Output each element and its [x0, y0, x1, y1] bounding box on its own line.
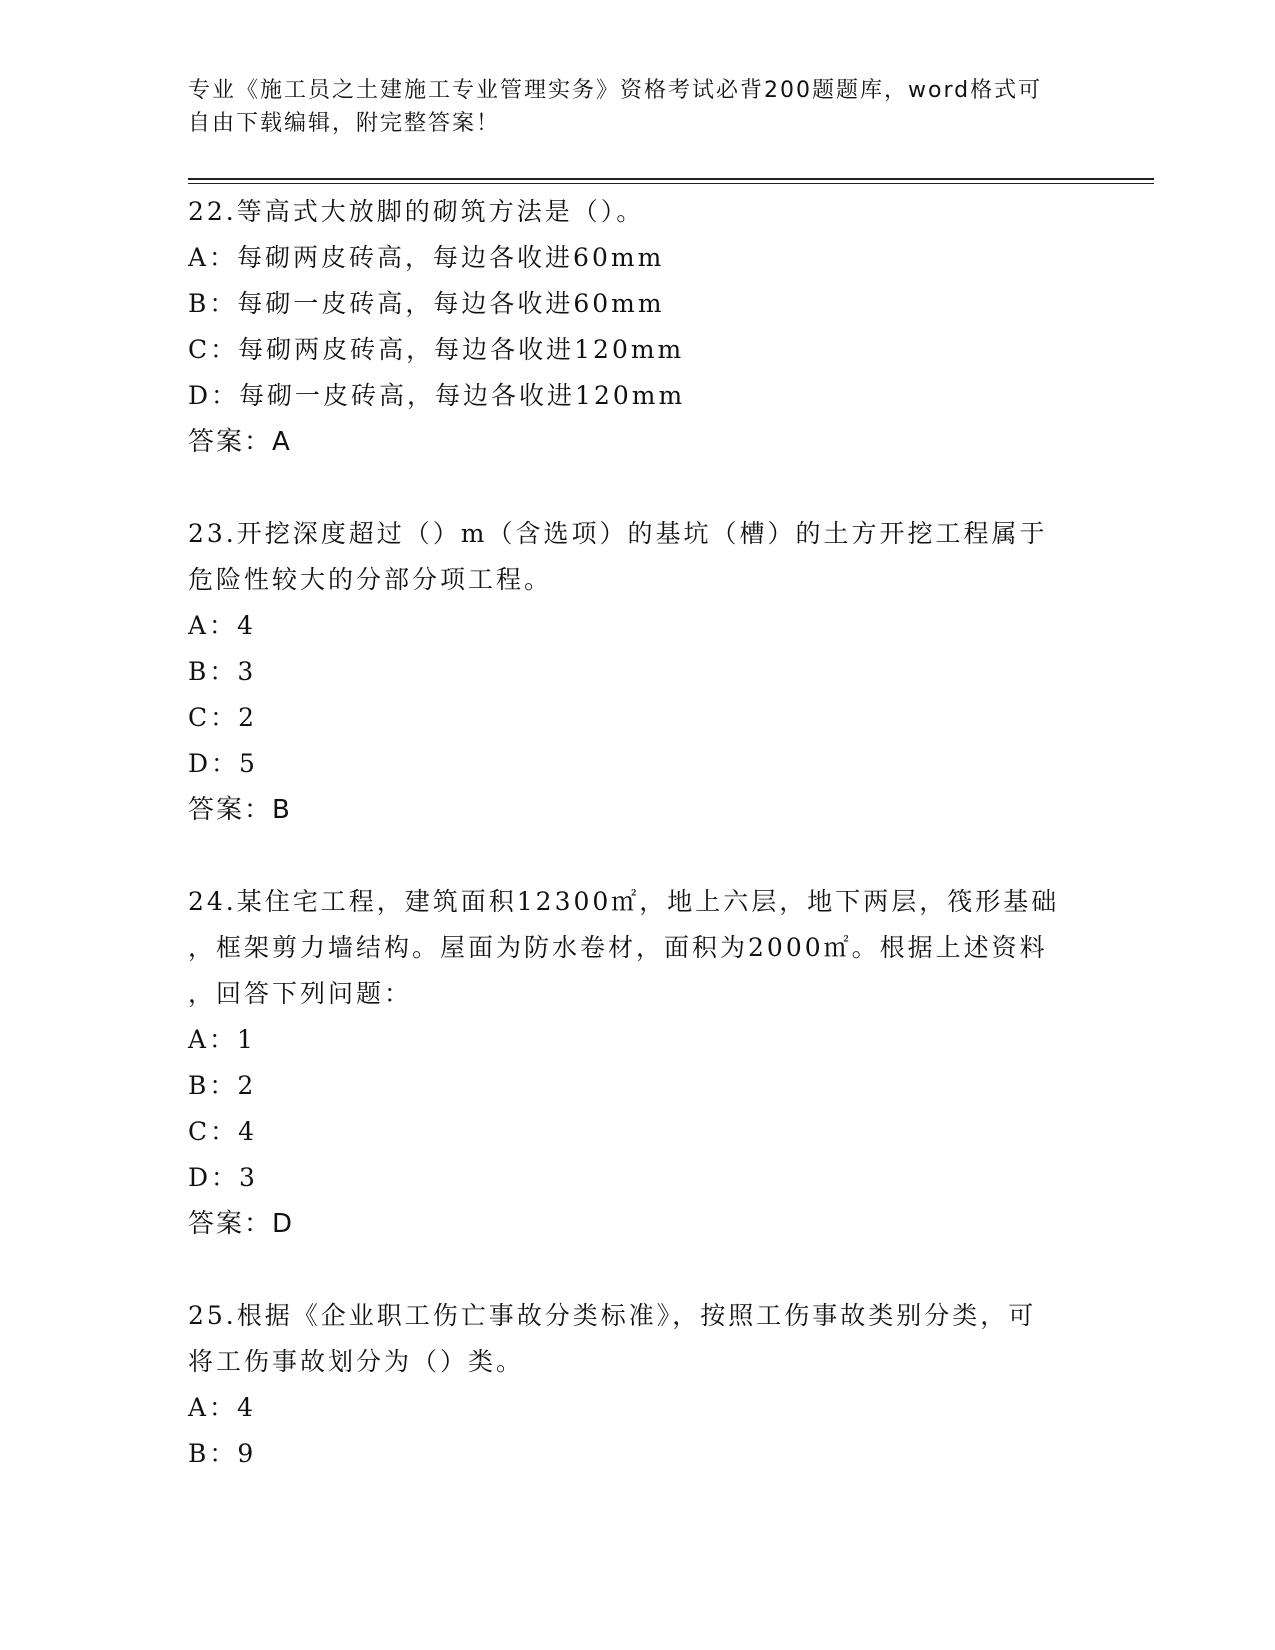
option-c: C：每砌两皮砖高，每边各收进120mm: [188, 335, 685, 364]
option-c: C：2: [188, 703, 258, 732]
answer: 答案：B: [188, 795, 292, 825]
question-stem-line-1: 24.某住宅工程，建筑面积12300㎡，地上六层，地下两层，筏形基础: [188, 887, 1060, 916]
option-d: D：5: [188, 749, 258, 778]
question-stem-line-2: 危险性较大的分部分项工程。: [188, 565, 553, 594]
option-d: D：每砌一皮砖高，每边各收进120mm: [188, 381, 686, 410]
question-stem-line-1: 25.根据《企业职工伤亡事故分类标准》，按照工伤事故类别分类，可: [188, 1301, 1037, 1330]
question-stem-line-3: ，回答下列问题：: [188, 979, 413, 1008]
header-divider-thin: [188, 183, 1154, 184]
option-b: B：3: [188, 657, 257, 686]
header-line-2: 自由下载编辑，附完整答案！: [188, 111, 501, 136]
question-stem: 22.等高式大放脚的砌筑方法是（）。: [188, 197, 645, 226]
header-divider-thick: [188, 178, 1154, 180]
question-22: [188, 189, 1088, 465]
answer: 答案：A: [188, 427, 292, 457]
question-23: [188, 511, 1088, 833]
question-list: [188, 189, 1088, 1523]
option-a: A：每砌两皮砖高，每边各收进60mm: [188, 243, 665, 272]
option-a: A：4: [188, 1393, 256, 1422]
document-header: [188, 74, 1068, 140]
header-line-1: 专业《施工员之土建施工专业管理实务》资格考试必背200题题库，word格式可: [188, 78, 1043, 103]
option-d: D：3: [188, 1163, 258, 1192]
question-stem-line-1: 23.开挖深度超过（）m（含选项）的基坑（槽）的土方开挖工程属于: [188, 519, 1048, 548]
option-b: B：9: [188, 1439, 257, 1468]
option-a: A：4: [188, 611, 256, 640]
question-25: [188, 1293, 1088, 1477]
option-c: C：4: [188, 1117, 258, 1146]
answer: 答案：D: [188, 1209, 295, 1239]
question-24: [188, 879, 1088, 1247]
option-b: B：2: [188, 1071, 257, 1100]
question-stem-line-2: 将工伤事故划分为（）类。: [188, 1347, 525, 1376]
option-b: B：每砌一皮砖高，每边各收进60mm: [188, 289, 665, 318]
option-a: A：1: [188, 1025, 256, 1054]
question-stem-line-2: ，框架剪力墙结构。屋面为防水卷材，面积为2000㎡。根据上述资料: [188, 933, 1048, 962]
